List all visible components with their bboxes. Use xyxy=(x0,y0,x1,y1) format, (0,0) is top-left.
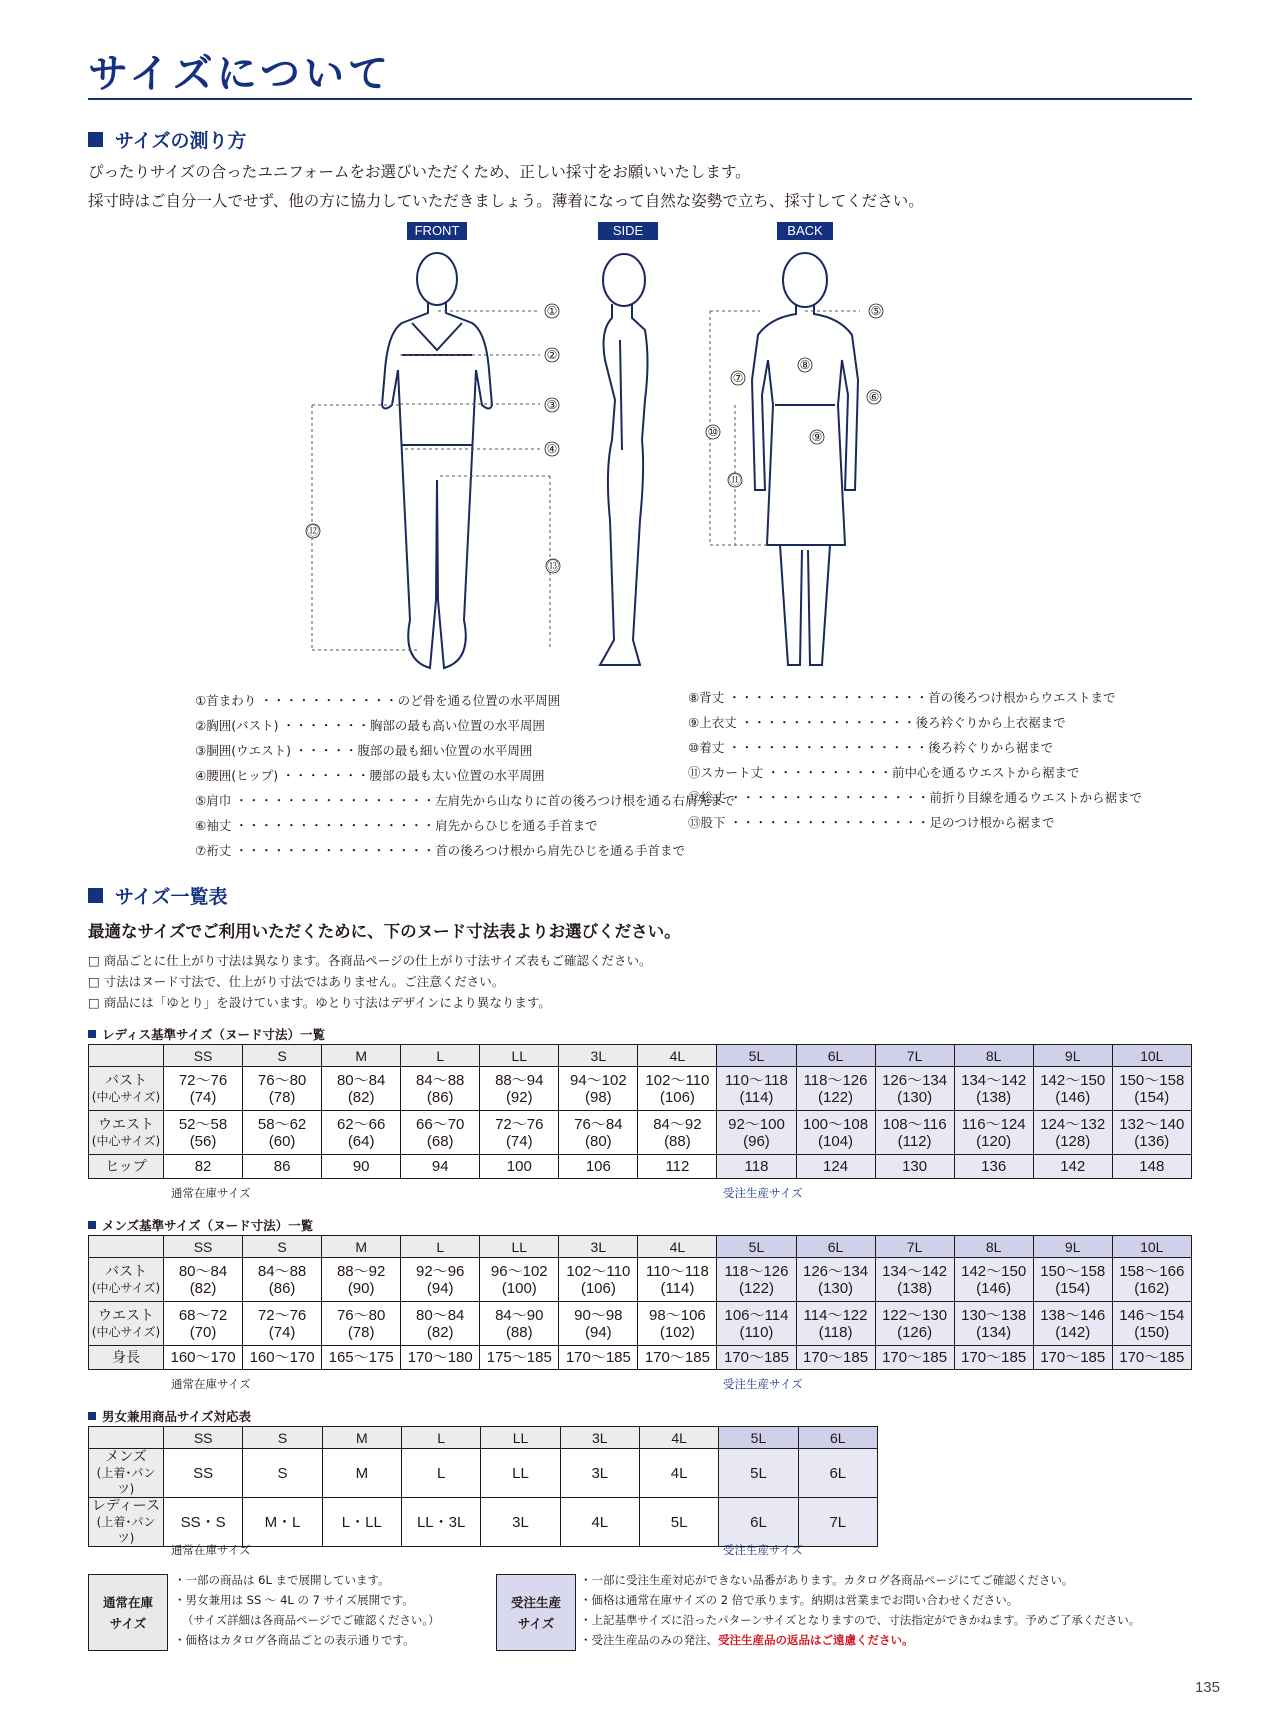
size-cell: 110〜118 (114) xyxy=(717,1067,796,1111)
size-cell: 82 xyxy=(164,1155,243,1179)
legend-item: ⑤肩巾 ・・・・・・・・・・・・・・・・左肩先から山なりに首の後ろつけ根を通る右肩先まで xyxy=(195,793,736,808)
size-cell: 150〜158 (154) xyxy=(1033,1258,1112,1302)
size-cell: 3L xyxy=(481,1498,560,1547)
size-cell: 136 xyxy=(954,1155,1033,1179)
legend-item: ⑩着丈 ・・・・・・・・・・・・・・・・後ろ衿ぐりから裾まで xyxy=(688,740,1054,755)
order-size-caption: 受注生産サイズ xyxy=(723,1377,803,1391)
legend-item: ⑥袖丈 ・・・・・・・・・・・・・・・・肩先からひじを通る手首まで xyxy=(195,818,598,833)
size-cell: 114〜122 (118) xyxy=(796,1302,875,1346)
size-header-5L: 5L xyxy=(717,1045,796,1067)
intro-line-2: 採寸時はご自分一人でせず、他の方に協力していただきましょう。薄着になって自然な姿勢で立ち、採寸してください。 xyxy=(88,192,924,210)
marker-4: ④ xyxy=(546,442,558,456)
legend-item: ①首まわり ・・・・・・・・・・・のど骨を通る位置の水平周囲 xyxy=(195,693,561,708)
size-cell: 148 xyxy=(1112,1155,1191,1179)
table-row xyxy=(89,1258,1192,1302)
size-cell: L xyxy=(401,1449,480,1498)
size-cell: 62〜66 (64) xyxy=(322,1111,401,1155)
size-header-S: S xyxy=(243,1045,322,1067)
marker-2: ② xyxy=(546,348,558,362)
marker-6: ⑥ xyxy=(868,390,880,404)
table-corner xyxy=(89,1236,164,1258)
marker-12: ⑫ xyxy=(306,524,320,538)
size-header-3L: 3L xyxy=(560,1427,639,1449)
size-cell: 170〜185 xyxy=(717,1346,796,1370)
size-header-4L: 4L xyxy=(638,1045,717,1067)
mens-table-title: メンズ基準サイズ（ヌード寸法）一覧 xyxy=(88,1216,313,1234)
size-header-M: M xyxy=(322,1427,401,1449)
table-row xyxy=(89,1155,1192,1179)
size-header-SS: SS xyxy=(164,1045,243,1067)
size-cell: S xyxy=(243,1449,322,1498)
table-corner xyxy=(89,1045,164,1067)
legend-item: ②胸囲(バスト) ・・・・・・・胸部の最も高い位置の水平周囲 xyxy=(195,718,545,733)
measurement-lines xyxy=(312,311,860,650)
size-header-LL: LL xyxy=(480,1045,559,1067)
legend-right xyxy=(688,685,1142,835)
size-header-M: M xyxy=(322,1236,401,1258)
row-header: 身長 xyxy=(89,1346,164,1370)
title-rule xyxy=(88,98,1192,100)
table-row xyxy=(89,1067,1192,1111)
unisex-size-table xyxy=(88,1426,878,1547)
size-cell: 72〜76 (74) xyxy=(164,1067,243,1111)
size-cell: 100 xyxy=(480,1155,559,1179)
size-cell: LL・3L xyxy=(401,1498,480,1547)
legend-item: ④腰囲(ヒップ) ・・・・・・・腰部の最も太い位置の水平周囲 xyxy=(195,768,545,783)
row-header: レディース (上着･パンツ) xyxy=(89,1498,164,1547)
mens-size-table xyxy=(88,1235,1192,1370)
legend-left xyxy=(195,688,735,863)
row-header: バスト (中心サイズ) xyxy=(89,1067,164,1111)
size-cell: SS xyxy=(164,1449,243,1498)
size-cell: 116〜124 (120) xyxy=(954,1111,1033,1155)
view-label-side: SIDE xyxy=(598,222,658,240)
ladies-size-table xyxy=(88,1044,1192,1179)
size-header-M: M xyxy=(322,1045,401,1067)
size-lead-text: 最適なサイズでご利用いただくために、下のヌード寸法表よりお選びください。 xyxy=(88,922,681,941)
order-size-badge: 受注生産 サイズ xyxy=(496,1574,576,1651)
size-cell: 122〜130 (126) xyxy=(875,1302,954,1346)
size-header-SS: SS xyxy=(164,1236,243,1258)
size-cell: 150〜158 (154) xyxy=(1112,1067,1191,1111)
size-cell: 160〜170 xyxy=(243,1346,322,1370)
size-cell: 108〜116 (112) xyxy=(875,1111,954,1155)
size-cell: 58〜62 (60) xyxy=(243,1111,322,1155)
size-cell: M xyxy=(322,1449,401,1498)
marker-7: ⑦ xyxy=(732,371,744,385)
size-cell: 84〜88 (86) xyxy=(401,1067,480,1111)
size-header-LL: LL xyxy=(481,1427,560,1449)
size-cell: LL xyxy=(481,1449,560,1498)
size-cell: 138〜146 (142) xyxy=(1033,1302,1112,1346)
row-header: バスト (中心サイズ) xyxy=(89,1258,164,1302)
marker-9: ⑨ xyxy=(811,430,823,444)
back-figure xyxy=(752,253,858,665)
size-cell: 170〜185 xyxy=(954,1346,1033,1370)
size-cell: 4L xyxy=(639,1449,718,1498)
size-header-LL: LL xyxy=(480,1236,559,1258)
table-row xyxy=(89,1302,1192,1346)
size-cell: 5L xyxy=(719,1449,798,1498)
size-cell: 134〜142 (138) xyxy=(954,1067,1033,1111)
size-cell: 80〜84 (82) xyxy=(322,1067,401,1111)
size-header-6L: 6L xyxy=(796,1045,875,1067)
size-header-L: L xyxy=(401,1427,480,1449)
size-cell: 76〜84 (80) xyxy=(559,1111,638,1155)
size-cell: 118〜126 (122) xyxy=(717,1258,796,1302)
section-heading-measure xyxy=(88,126,246,153)
size-header-7L: 7L xyxy=(875,1045,954,1067)
size-cell: 3L xyxy=(560,1449,639,1498)
legend-item: ⑧背丈 ・・・・・・・・・・・・・・・・首の後ろつけ根からウエストまで xyxy=(688,690,1116,705)
size-cell: 7L xyxy=(798,1498,877,1547)
size-cell: 5L xyxy=(639,1498,718,1547)
size-note: □ 商品には「ゆとり」を設けています。ゆとり寸法はデザインにより異なります。 xyxy=(88,995,551,1010)
size-cell: 118 xyxy=(717,1155,796,1179)
size-cell: 126〜134 (130) xyxy=(875,1067,954,1111)
size-cell: 170〜185 xyxy=(1033,1346,1112,1370)
size-cell: 4L xyxy=(560,1498,639,1547)
size-cell: 124 xyxy=(796,1155,875,1179)
page-number: 135 xyxy=(1194,1679,1220,1696)
size-header-8L: 8L xyxy=(954,1236,1033,1258)
size-cell: 76〜80 (78) xyxy=(322,1302,401,1346)
size-header-10L: 10L xyxy=(1112,1045,1191,1067)
size-cell: 170〜185 xyxy=(638,1346,717,1370)
row-header: ウエスト (中心サイズ) xyxy=(89,1302,164,1346)
table-row xyxy=(89,1498,878,1547)
legend-item: ③胴囲(ウエスト) ・・・・・腹部の最も細い位置の水平周囲 xyxy=(195,743,533,758)
size-note: □ 寸法はヌード寸法で、仕上がり寸法ではありません。ご注意ください。 xyxy=(88,974,505,989)
intro-line-1: ぴったりサイズの合ったユニフォームをお選びいただくため、正しい採寸をお願いいたします。 xyxy=(88,163,751,181)
regular-size-caption: 通常在庫サイズ xyxy=(171,1377,251,1391)
size-cell: 158〜166 (162) xyxy=(1112,1258,1191,1302)
size-header-3L: 3L xyxy=(559,1045,638,1067)
size-cell: 170〜185 xyxy=(875,1346,954,1370)
front-figure xyxy=(382,253,492,668)
marker-8: ⑧ xyxy=(799,358,811,372)
legend-item: ⑪スカート丈 ・・・・・・・・・・前中心を通るウエストから裾まで xyxy=(688,765,1080,780)
size-header-9L: 9L xyxy=(1033,1045,1112,1067)
marker-10: ⑩ xyxy=(707,425,719,439)
size-cell: 88〜92 (90) xyxy=(322,1258,401,1302)
size-cell: 106〜114 (110) xyxy=(717,1302,796,1346)
square-bullet-icon xyxy=(88,888,103,903)
size-cell: 124〜132 (128) xyxy=(1033,1111,1112,1155)
size-header-8L: 8L xyxy=(954,1045,1033,1067)
size-cell: 80〜84 (82) xyxy=(401,1302,480,1346)
size-header-3L: 3L xyxy=(559,1236,638,1258)
size-cell: 142〜150 (146) xyxy=(1033,1067,1112,1111)
unisex-table-title: 男女兼用商品サイズ対応表 xyxy=(88,1407,251,1425)
view-label-front: FRONT xyxy=(407,222,467,240)
size-cell: 100〜108 (104) xyxy=(796,1111,875,1155)
size-cell: 6L xyxy=(719,1498,798,1547)
square-bullet-icon xyxy=(88,1412,96,1420)
row-header: メンズ (上着･パンツ) xyxy=(89,1449,164,1498)
size-notes xyxy=(88,950,652,1013)
size-header-4L: 4L xyxy=(638,1236,717,1258)
size-cell: 90〜98 (94) xyxy=(559,1302,638,1346)
size-cell: 170〜185 xyxy=(796,1346,875,1370)
size-cell: 68〜72 (70) xyxy=(164,1302,243,1346)
square-bullet-icon xyxy=(88,132,103,147)
table-row xyxy=(89,1449,878,1498)
size-header-L: L xyxy=(401,1045,480,1067)
order-size-notes: ・一部に受注生産対応ができない品番があります。カタログ各商品ページにてご確認ください。 ・価格は通常在庫サイズの 2 倍で承ります。納期は営業までお問い合わせください。 ・上記基準サイズに沿ったパターンサイズとなりますので、寸法指定ができかねます。予めご了承ください。 ・受注生産品のみの発注、受注生産品の返品はご遠慮ください。 xyxy=(580,1573,1141,1647)
size-cell: 76〜80 (78) xyxy=(243,1067,322,1111)
side-figure xyxy=(600,254,648,665)
size-cell: 170〜180 xyxy=(401,1346,480,1370)
size-header-S: S xyxy=(243,1427,322,1449)
page-title: サイズについて xyxy=(88,51,392,97)
size-cell: 132〜140 (136) xyxy=(1112,1111,1191,1155)
body-figures-diagram xyxy=(0,240,1280,680)
size-cell: 92〜100 (96) xyxy=(717,1111,796,1155)
marker-3: ③ xyxy=(546,398,558,412)
size-header-6L: 6L xyxy=(798,1427,877,1449)
size-cell: 66〜70 (68) xyxy=(401,1111,480,1155)
size-cell: 72〜76 (74) xyxy=(243,1302,322,1346)
size-cell: 72〜76 (74) xyxy=(480,1111,559,1155)
size-cell: 102〜110 (106) xyxy=(559,1258,638,1302)
size-cell: 98〜106 (102) xyxy=(638,1302,717,1346)
size-cell: 80〜84 (82) xyxy=(164,1258,243,1302)
size-header-10L: 10L xyxy=(1112,1236,1191,1258)
legend-item: ⑫総丈 ・・・・・・・・・・・・・・・・前折り目線を通るウエストから裾まで xyxy=(688,790,1142,805)
legend-item: ⑨上衣丈 ・・・・・・・・・・・・・・後ろ衿ぐりから上衣裾まで xyxy=(688,715,1066,730)
row-header: ヒップ xyxy=(89,1155,164,1179)
table-corner xyxy=(89,1427,164,1449)
size-cell: 130〜138 (134) xyxy=(954,1302,1033,1346)
size-header-L: L xyxy=(401,1236,480,1258)
size-cell: 94 xyxy=(401,1155,480,1179)
size-header-6L: 6L xyxy=(796,1236,875,1258)
size-cell: 84〜90 (88) xyxy=(480,1302,559,1346)
size-header-SS: SS xyxy=(164,1427,243,1449)
marker-5: ⑤ xyxy=(870,304,882,318)
size-cell: 134〜142 (138) xyxy=(875,1258,954,1302)
size-cell: 6L xyxy=(798,1449,877,1498)
size-cell: 170〜185 xyxy=(1112,1346,1191,1370)
return-warning: 受注生産品の返品はご遠慮ください。 xyxy=(718,1633,914,1647)
row-header: ウエスト (中心サイズ) xyxy=(89,1111,164,1155)
table-row xyxy=(89,1346,1192,1370)
view-label-back: BACK xyxy=(777,222,833,240)
regular-size-caption: 通常在庫サイズ xyxy=(171,1543,251,1557)
table-row xyxy=(89,1111,1192,1155)
legend-item: ⑬股下 ・・・・・・・・・・・・・・・・足のつけ根から裾まで xyxy=(688,815,1055,830)
size-cell: 110〜118 (114) xyxy=(638,1258,717,1302)
legend-item: ⑦裄丈 ・・・・・・・・・・・・・・・・首の後ろつけ根から肩先ひじを通る手首まで xyxy=(195,843,686,858)
regular-size-notes: ・一部の商品は 6L まで展開しています。 ・男女兼用は SS ～ 4L の 7 サイズ展開です。 （サイズ詳細は各商品ページでご確認ください。） ・価格はカタログ各商品ごとの表示通りです。 xyxy=(174,1573,440,1647)
measurement-markers xyxy=(306,304,883,573)
size-cell: 126〜134 (130) xyxy=(796,1258,875,1302)
size-header-9L: 9L xyxy=(1033,1236,1112,1258)
size-cell: 142〜150 (146) xyxy=(954,1258,1033,1302)
size-cell: 102〜110 (106) xyxy=(638,1067,717,1111)
size-cell: SS・S xyxy=(164,1498,243,1547)
size-cell: M・L xyxy=(243,1498,322,1547)
size-cell: 175〜185 xyxy=(480,1346,559,1370)
size-cell: 165〜175 xyxy=(322,1346,401,1370)
size-cell: 84〜92 (88) xyxy=(638,1111,717,1155)
size-cell: 94〜102 (98) xyxy=(559,1067,638,1111)
section-heading-sizes xyxy=(88,882,227,909)
size-cell: 90 xyxy=(322,1155,401,1179)
size-cell: 86 xyxy=(243,1155,322,1179)
square-bullet-icon xyxy=(88,1221,96,1229)
size-cell: L・LL xyxy=(322,1498,401,1547)
size-header-7L: 7L xyxy=(875,1236,954,1258)
size-cell: 96〜102 (100) xyxy=(480,1258,559,1302)
size-header-4L: 4L xyxy=(639,1427,718,1449)
ladies-table-title: レディス基準サイズ（ヌード寸法）一覧 xyxy=(88,1025,325,1043)
size-header-5L: 5L xyxy=(717,1236,796,1258)
size-cell: 84〜88 (86) xyxy=(243,1258,322,1302)
marker-13: ⑬ xyxy=(546,559,560,573)
size-cell: 146〜154 (150) xyxy=(1112,1302,1191,1346)
size-cell: 118〜126 (122) xyxy=(796,1067,875,1111)
square-bullet-icon xyxy=(88,1030,96,1038)
size-header-5L: 5L xyxy=(719,1427,798,1449)
size-cell: 52〜58 (56) xyxy=(164,1111,243,1155)
order-size-caption: 受注生産サイズ xyxy=(723,1543,803,1557)
marker-1: ① xyxy=(546,304,558,318)
section-heading-text: サイズ一覧表 xyxy=(115,886,228,908)
regular-size-badge: 通常在庫 サイズ xyxy=(88,1574,168,1651)
size-cell: 92〜96 (94) xyxy=(401,1258,480,1302)
size-cell: 142 xyxy=(1033,1155,1112,1179)
order-size-caption: 受注生産サイズ xyxy=(723,1186,803,1200)
size-cell: 106 xyxy=(559,1155,638,1179)
size-cell: 88〜94 (92) xyxy=(480,1067,559,1111)
regular-size-caption: 通常在庫サイズ xyxy=(171,1186,251,1200)
size-cell: 160〜170 xyxy=(164,1346,243,1370)
marker-11: ⑪ xyxy=(728,473,742,487)
size-cell: 170〜185 xyxy=(559,1346,638,1370)
section-heading-text: サイズの測り方 xyxy=(115,130,247,152)
size-header-S: S xyxy=(243,1236,322,1258)
size-note: □ 商品ごとに仕上がり寸法は異なります。各商品ページの仕上がり寸法サイズ表もご確認ください。 xyxy=(88,953,652,968)
size-cell: 112 xyxy=(638,1155,717,1179)
size-cell: 130 xyxy=(875,1155,954,1179)
